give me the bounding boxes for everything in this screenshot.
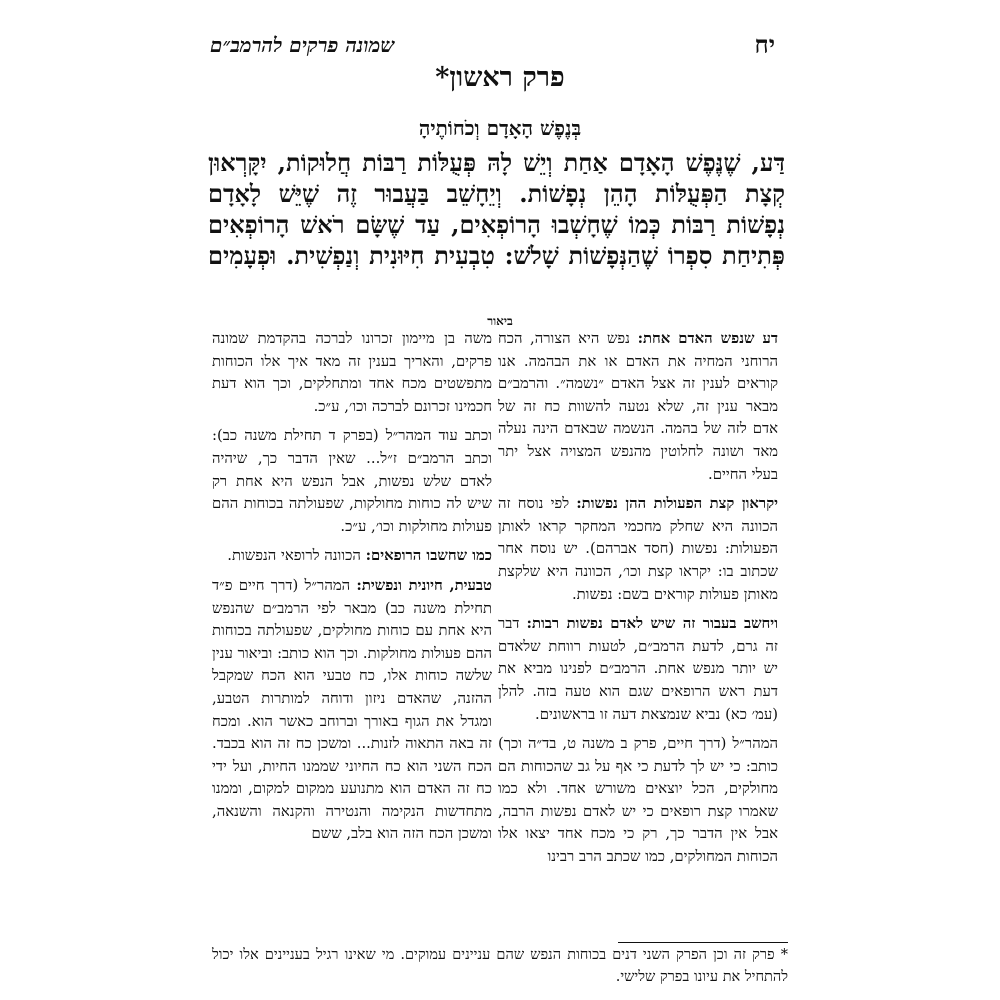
main-text-line: קְצָת הַפְּעֻלּוֹת הָהֵן נְפָשׁוֹת. וְיֵחָשֵׁב בַּעֲבוּר זֶה שֶׁיֵּשׁ לָאָדָם (208, 179, 785, 208)
footnote: * פרק זה וכן הפרק השני דנים בכוחות הנפש שהם עניינים עמוקים. מי שאינו רגיל בעניינים אלו יכול להתחיל את עיונו בפרק שלישי. (212, 947, 788, 985)
commentary-paragraph (212, 575, 492, 846)
commentary-text: דבר זה גרם, לדעת הרמב״ם, לטעות רווחת שלאדם יש יותר מנפש אחת. הרמב״ם לפנינו מביא את דעת ראש הרופאים שגם הוא טעה בזה. להלן (עמ׳ כא) נביא שנמצאת דעה זו בראשונים. (498, 615, 778, 723)
commentary-paragraph (498, 733, 778, 869)
commentary-text: וכתב עוד המהר״ל (בפרק ד תחילת משנה כב): וכתב הרמב״ם ז״ל... שאין הדבר כך, שיהיה לאדם שלש נפשות, אבל הנפש היא אחת רק שיש לה כוחות מחולקות, שפעולתה בכוחות ההם פעולות מחולקות וכו׳, ע״כ. (212, 427, 492, 535)
main-text (208, 147, 785, 271)
commentary-label: ביאור (487, 314, 513, 328)
running-header (210, 30, 775, 60)
commentary-paragraph (212, 328, 492, 418)
footnote-divider (618, 942, 788, 943)
commentary-left-column (212, 328, 492, 853)
main-text-line: דַּע, שֶׁנֶּפֶשׁ הָאָדָם אַחַת וְיֵשׁ לָהּ פְּעֻלּוֹת רַבּוֹת חֲלוּקוֹת, יִקָּרְאוּן (208, 148, 785, 177)
commentary-term: דע שנפש האדם אחת: (637, 330, 778, 347)
commentary-term: טבעית, חיונית ונפשית: (356, 576, 492, 594)
commentary-paragraph (212, 425, 492, 538)
commentary-paragraph (498, 613, 778, 726)
commentary-text: המהר״ל (דרך חיים, פרק ב משנה ט, בד״ה וכך) כותב: כי יש לך לדעת כי אף על גב שהכוחות הם מחולקים, הכל יוצאים משורש אחד. ולא כמו שאמרו קצת רופאים כי יש לאדם נפשות הרבה, אבל אין הדבר כך, רק כי מכח אחד יצאו אלו הכוחות המחולקים, כמו שכתב הרב רבינו (498, 735, 778, 866)
commentary-text: נפש היא הצורה, הכח הרוחני המחיה את האדם או את הבהמה. אנו קוראים לענין זה אצל האדם ״נשמה״. והרמב״ם מבאר ענין זה, שלא נטעה להשוות כח זה של אדם לזה של בהמה. הנשמה שבאדם הינה נעלה מאד ושונה לחלוטין מהנפש המצויה אצל יתר בעלי החיים. (498, 330, 778, 483)
main-text-line: נְפָשׁוֹת רַבּוֹת כְּמוֹ שֶׁחָשְׁבוּ הָרוֹפְאִים, עַד שֶׁשָּׂם רֹאשׁ הָרוֹפְאִים (208, 210, 785, 239)
commentary-text: הכוונה לרופאי הנפשות. (227, 547, 361, 565)
commentary-term: כמו שחשבו הרופאים: (365, 547, 492, 565)
commentary-paragraph (498, 328, 778, 486)
commentary-term: יקראון קצת הפעולות ההן נפשות: (576, 495, 778, 513)
commentary-term: ויחשב בעבור זה שיש לאדם נפשות רבות: (526, 615, 778, 633)
chapter-subtitle: בְּנֶפֶשׁ הָאָדָם וְכֹחוֹתֶיהָ (418, 116, 582, 140)
commentary-text: לפי נוסח זה הכוונה היא שחלק מחכמי המחקר קראו לאותן הפעולות: נפשות (חסד אברהם). יש נוסח אחר שכתוב בו: יקראו קצת וכו׳, הכוונה היא שלקצת מאותן פעולות קוראים בשם: נפשות. (498, 495, 778, 603)
page-number: יח (754, 30, 775, 59)
commentary-paragraph (212, 545, 492, 568)
book-title: שמונה פרקים להרמב״ם (210, 32, 395, 57)
commentary-text: משה בן מיימון זכרונו לברכה בהקדמת שמונה פרקים, והאריך בענין זה מאד איך אלו הכוחות מתפשטים מכח אחד ומתחלקים, וכך הוא דעת חכמינו זכרונם לברכה וכו׳, ע״כ. (212, 330, 492, 415)
commentary-paragraph (498, 493, 778, 606)
commentary-text: המהר״ל (דרך חיים פ״ד תחילת משנה כב) מבאר לפי הרמב״ם שהנפש היא אחת עם כוחות מחולקים, שפעולתה בכוחות ההם פעולות מחולקות. וכך הוא כותב: וביאור ענין שלשה כוחות אלו, כח טבעי הוא הכח שמקבל ההזנה, שהאדם ניזון ודוחה למותרות הטבע, ומגדל את הגוף באורך וברוחב כאשר הוא. ומכח זה באה התאוה לזנות... ומשכן כח זה הוא בכבד. הכח השני הוא כח החיוני שממנו החיות, ועל ידי כח זה האדם הוא מתנועע ממקום למקום, וממנו מתחדשות הנקימה והנטירה והקנאה והשנאה, ומשכן הכח הזה הוא בלב, ששם (212, 576, 492, 843)
commentary-right-column (498, 328, 778, 876)
main-text-line: פְּתִיחַת סִפְרוֹ שֶׁהַנְּפָשׁוֹת שָׁלֹשׁ: טִבְעִית חִיּוּנִית וְנַפְשִׁית. וּפְעָמִים (208, 241, 785, 270)
chapter-title: פרק ראשון* (435, 62, 565, 93)
